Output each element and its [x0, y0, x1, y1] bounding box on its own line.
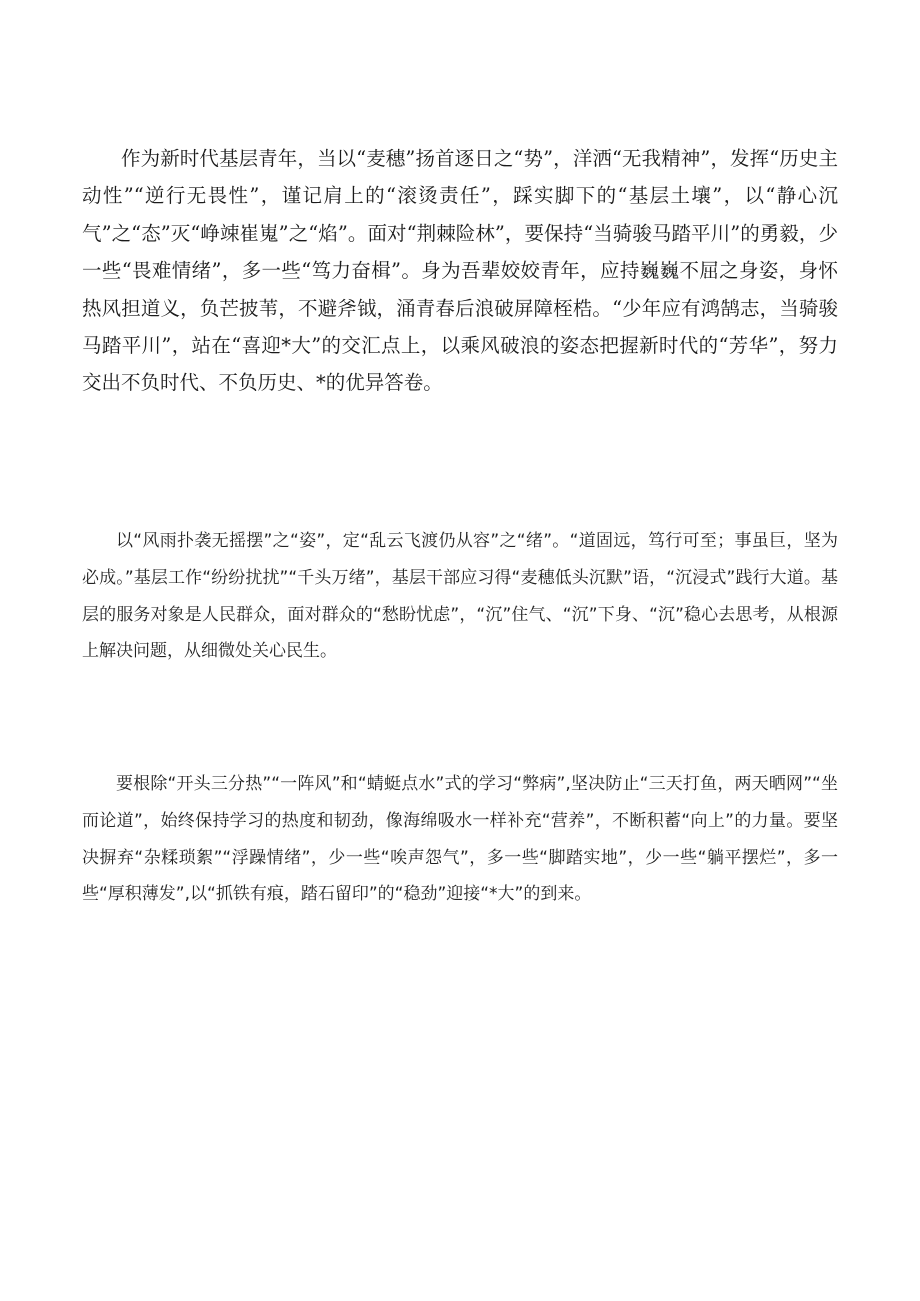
paragraph-1: 作为新时代基层青年，当以“麦穗”扬首逐日之“势”，洋洒“无我精神”，发挥“历史主动性”“逆行无畏性”，谨记肩上的“滚烫责任”，踩实脚下的“基层土壤”，以“静心沉气”之“态”灭“峥竦崔嵬”之“焰”。面对“荆棘险林”，要保持“当骑骏马踏平川”的勇毅，少一些“畏难情绪”，多一些“笃力奋楫”。身为吾辈姣姣青年，应持巍巍不屈之身姿，身怀热风担道义，负芒披苇，不避斧钺，涌青春后浪破屏障桎梏。“少年应有鸿鹄志，当骑骏马踏平川”，站在“喜迎*大”的交汇点上，以乘风破浪的姿态把握新时代的“芳华”，努力交出不负时代、不负历史、*的优异答卷。 — [82, 147, 838, 395]
paragraph-3: 要根除“开头三分热”“一阵风”和“蜻蜓点水”式的学习“弊病”,坚决防止“三天打鱼，两天晒网”“坐而论道”，始终保持学习的热度和韧劲，像海绵吸水一样补充“营养”，不断积蓄“向上”的力量。要坚决摒弃“杂糅琐絮”“浮躁情绪”，少一些“唉声怨气”，多一些“脚踏实地”，少一些“躺平摆烂”，多一些“厚积薄发”,以“抓铁有痕，踏石留印”的“稳劲”迎接“*大”的到来。 — [82, 774, 838, 905]
paragraph-2: 以“风雨扑袭无摇摆”之“姿”，定“乱云飞渡仍从容”之“绪”。“道固远，笃行可至；事虽巨，坚为必成。”基层工作“纷纷扰扰”“千头万绪”，基层干部应习得“麦穗低头沉默”语，“沉浸式”践行大道。基层的服务对象是人民群众，面对群众的“愁盼忧虑”，“沉”住气、“沉”下身、“沉”稳心去思考，从根源上解决问题，从细微处关心民生。 — [82, 531, 838, 662]
